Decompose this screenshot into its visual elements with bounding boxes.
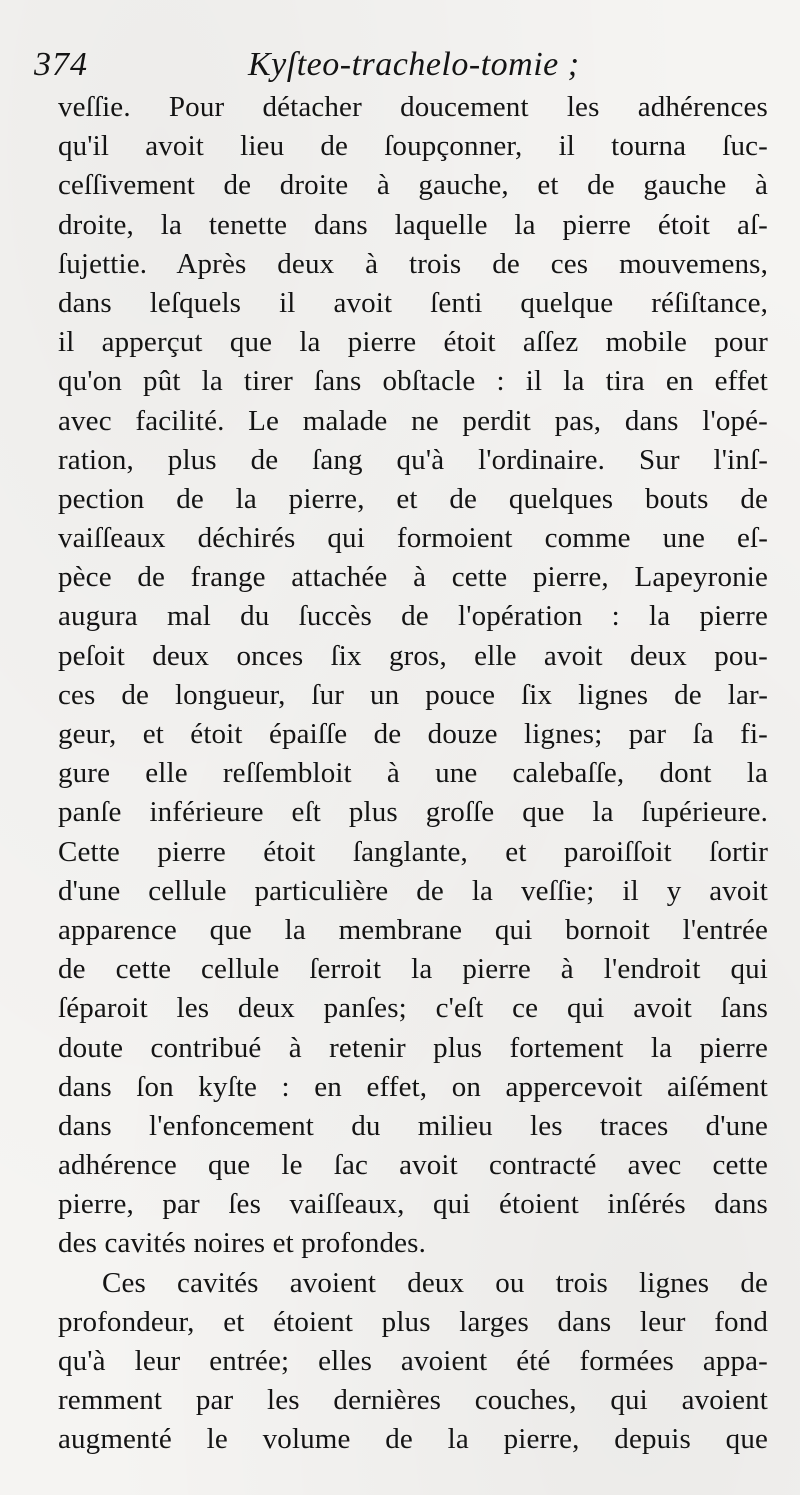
text-line: geur, et étoit épaiſſe de douze lignes; par ſa fi-	[58, 718, 768, 750]
text-line: dans leſquels il avoit ſenti quelque réſiſtance,	[58, 286, 768, 319]
text-line: vaiſſeaux déchirés qui formoient comme une eſ-	[58, 522, 768, 555]
text-line: panſe inférieure eſt plus groſſe que la ſupérieure.	[58, 796, 768, 829]
text-line: apparence que la membrane qui bornoit l'entrée	[58, 913, 768, 946]
page-number: 374	[34, 46, 88, 83]
text-line: dans ſon kyſte : en effet, on appercevoit aiſément	[58, 1070, 768, 1103]
paragraph-end-line: des cavités noires et profondes.	[58, 1227, 426, 1260]
running-head	[34, 42, 774, 88]
text-line: pèce de frange attachée à cette pierre, Lapeyronie	[58, 561, 768, 594]
body-text	[58, 88, 768, 1460]
text-line: qu'il avoit lieu de ſoupçonner, il tourna ſuc-	[58, 130, 768, 163]
text-line: d'une cellule particulière de la veſſie; il y avoit	[58, 874, 768, 907]
text-line: ſéparoit les deux panſes; c'eſt ce qui avoit ſans	[58, 992, 768, 1025]
running-title: Kyſteo-trachelo-tomie ;	[248, 46, 580, 83]
text-line: de cette cellule ſerroit la pierre à l'endroit qui	[58, 953, 768, 986]
text-line: Cette pierre étoit ſanglante, et paroiſſoit ſortir	[58, 835, 768, 868]
text-line: augura mal du ſuccès de l'opération : la pierre	[58, 600, 768, 633]
text-line: il apperçut que la pierre étoit aſſez mobile pour	[58, 326, 768, 359]
paragraph-start-line: Ces cavités avoient deux ou trois lignes de	[102, 1266, 768, 1299]
text-line: ſujettie. Après deux à trois de ces mouvemens,	[58, 247, 768, 280]
text-line: doute contribué à retenir plus fortement la pierre	[58, 1031, 768, 1064]
text-line: ces de longueur, ſur un pouce ſix lignes de lar-	[58, 678, 768, 711]
text-line: profondeur, et étoient plus larges dans leur fond	[58, 1305, 768, 1338]
text-line: peſoit deux onces ſix gros, elle avoit deux pou-	[58, 639, 768, 672]
text-line: droite, la tenette dans laquelle la pierre étoit aſ-	[58, 208, 768, 241]
text-line: augmenté le volume de la pierre, depuis que	[58, 1423, 768, 1456]
text-line: dans l'enfoncement du milieu les traces d'une	[58, 1109, 768, 1142]
text-line: gure elle reſſembloit à une calebaſſe, dont la	[58, 757, 768, 790]
text-line: avec facilité. Le malade ne perdit pas, dans l'opé-	[58, 404, 768, 437]
text-line: adhérence que le ſac avoit contracté avec cette	[58, 1149, 768, 1182]
text-line: ceſſivement de droite à gauche, et de gauche à	[58, 169, 768, 202]
text-line: remment par les dernières couches, qui avoient	[58, 1384, 768, 1417]
text-line: qu'à leur entrée; elles avoient été formées appa-	[58, 1345, 768, 1377]
text-line: veſſie. Pour détacher doucement les adhérences	[58, 91, 768, 123]
text-line: pection de la pierre, et de quelques bouts de	[58, 482, 768, 515]
text-line: pierre, par ſes vaiſſeaux, qui étoient inſérés dans	[58, 1188, 768, 1221]
text-line: ration, plus de ſang qu'à l'ordinaire. Sur l'inſ-	[58, 443, 768, 476]
text-line: qu'on pût la tirer ſans obſtacle : il la tira en effet	[58, 365, 768, 398]
